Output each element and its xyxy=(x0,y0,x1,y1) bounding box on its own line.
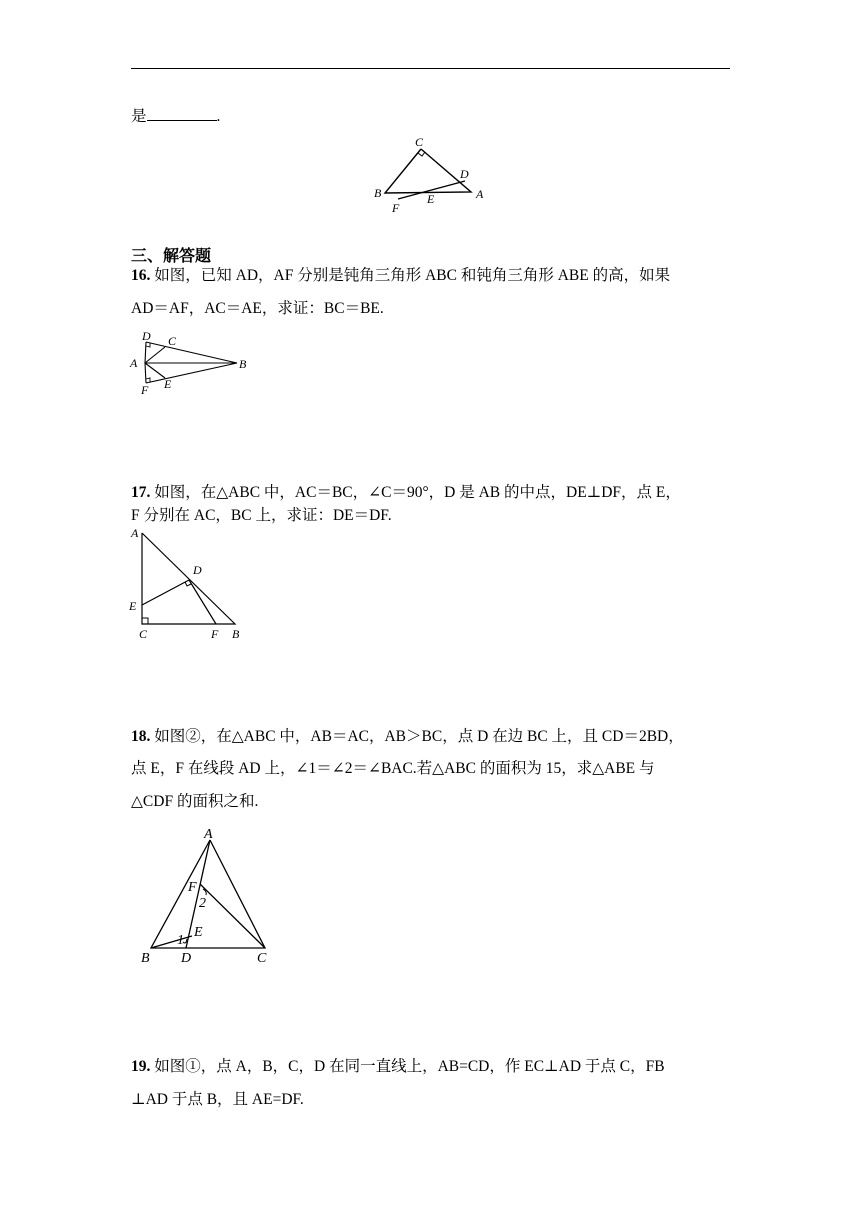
q18-label-2: 2 xyxy=(199,896,206,911)
q18-label-a: A xyxy=(204,827,213,842)
q15-period: . xyxy=(216,108,221,125)
q15-label-a: A xyxy=(476,187,484,201)
q19-text-1: 如图①，点 A，B，C，D 在同一直线上，AB=CD，作 EC⊥AD 于点 C，FB xyxy=(154,1058,665,1075)
q18-number: 18. xyxy=(131,728,151,745)
q17-label-a: A xyxy=(131,526,139,540)
q16-label-b: B xyxy=(239,357,247,371)
q17-label-e: E xyxy=(129,599,137,613)
q19-line2: ⊥AD 于点 B，且 AE=DF. xyxy=(131,1091,304,1108)
section-heading: 三、解答题 xyxy=(131,248,212,265)
q16-text-1: 如图，已知 AD，AF 分别是钝角三角形 ABC 和钝角三角形 ABE 的高，如果 xyxy=(154,267,671,284)
q18-label-d: D xyxy=(181,951,192,966)
q15-label-f: F xyxy=(392,201,400,215)
q18-line3: △CDF 的面积之和. xyxy=(131,793,259,810)
q15-label-e: E xyxy=(427,192,435,206)
q15-label-c: C xyxy=(415,135,424,149)
q17-label-d: D xyxy=(193,563,202,577)
q17-text-1: 如图，在△ABC 中，AC＝BC，∠C＝90°，D 是 AB 的中点，DE⊥DF，点 E， xyxy=(154,484,681,501)
q19-line1 xyxy=(131,1057,665,1077)
q17-label-f: F xyxy=(211,627,219,641)
q16-label-f: F xyxy=(141,383,149,397)
q15-label-d: D xyxy=(460,167,469,181)
q18-text-1: 如图②，在△ABC 中，AB＝AC，AB＞BC，点 D 在边 BC 上，且 CD＝2BD， xyxy=(154,728,684,745)
q17-label-b: B xyxy=(232,627,240,641)
q17-line2: F 分别在 AC，BC 上，求证：DE＝DF. xyxy=(131,507,392,524)
q16-label-d: D xyxy=(142,329,151,343)
q18-label-c: C xyxy=(257,951,267,966)
q18-label-1: 1 xyxy=(177,933,184,948)
q15-label-b: B xyxy=(374,186,382,200)
q17-number: 17. xyxy=(131,484,151,501)
q18-label-f: F xyxy=(188,880,197,895)
q16-label-a: A xyxy=(130,356,138,370)
q16-label-c: C xyxy=(168,334,177,348)
q19-number: 19. xyxy=(131,1058,151,1075)
q18-line2: 点 E，F 在线段 AD 上，∠1＝∠2＝∠BAC.若△ABC 的面积为 15，求△ABE 与 xyxy=(131,760,655,777)
q16-label-e: E xyxy=(164,377,172,391)
q17-label-c: C xyxy=(139,627,148,641)
q18-label-e: E xyxy=(194,925,203,940)
q16-number: 16. xyxy=(131,267,151,284)
q15-text: 是 xyxy=(131,108,147,125)
q18-label-b: B xyxy=(141,951,150,966)
q16-line2: AD＝AF，AC＝AE，求证：BC＝BE. xyxy=(131,300,384,317)
q18-line-fc xyxy=(200,884,265,948)
